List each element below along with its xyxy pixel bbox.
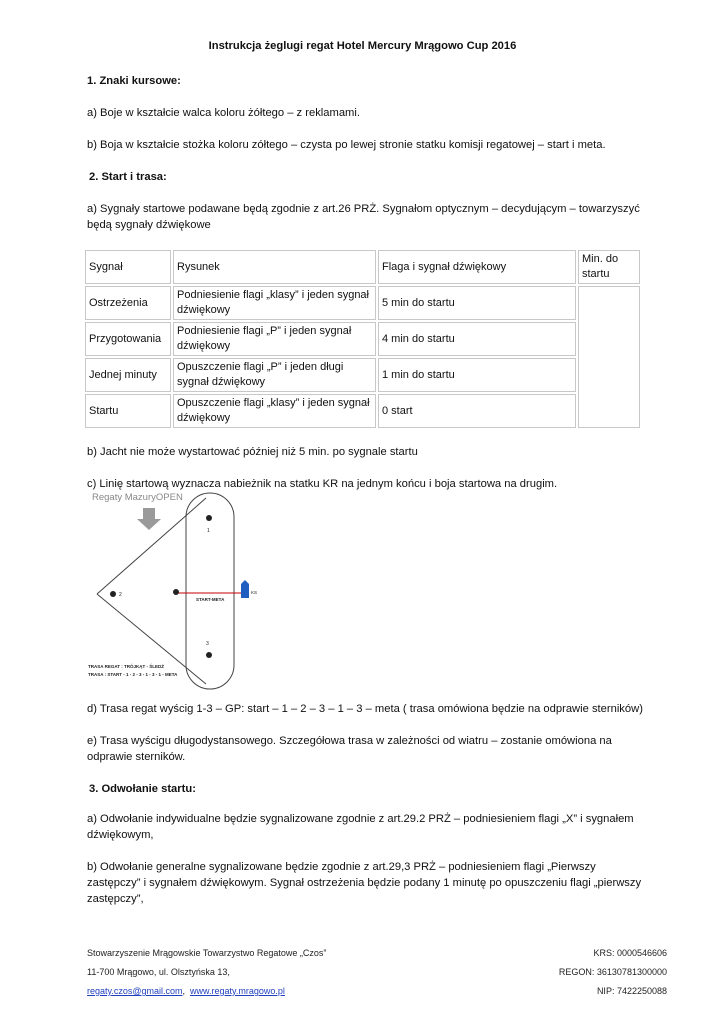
start-buoy bbox=[173, 589, 179, 595]
section-3-heading: 3. Odwołanie startu: bbox=[89, 783, 196, 795]
footer-links bbox=[87, 985, 285, 997]
table-cell: Opuszczenie flagi „P” i jeden długi sygnał dźwiękowy bbox=[173, 358, 376, 392]
table-cell: Startu bbox=[85, 394, 171, 428]
s2-item-b: b) Jacht nie może wystartować później niż 5 min. po sygnale startu bbox=[87, 446, 418, 458]
table-header-cell: Min. do startu bbox=[578, 250, 640, 284]
footer-org: Stowarzyszenie Mrągowskie Towarzystwo Regatowe „Czos” bbox=[87, 948, 327, 958]
table-cell: Ostrzeżenia bbox=[85, 286, 171, 320]
mark-2-label: 2 bbox=[119, 592, 122, 598]
s2-item-d: d) Trasa regat wyścig 1-3 – GP: start – 1 – 2 – 3 – 1 – 3 – meta ( trasa omówiona będzie na odprawie sterników) bbox=[87, 703, 643, 715]
s3-item-a: a) Odwołanie indywidualne będzie sygnalizowane zgodnie z art.29.2 PRŻ – podniesieniem flagi „X” i sygnałem dźwiękowym, bbox=[87, 813, 634, 841]
start-meta-label: START-META bbox=[196, 597, 225, 602]
section-2-number: 2 bbox=[89, 171, 96, 183]
s3-item-b: b) Odwołanie generalne sygnalizowane będzie zgodnie z art.29,3 PRŻ – podniesieniem flagi „Pierwszy zastępczy” i sygnałem dźwiękowym. Sygnał ostrzeżenia będzie podany 1 minutę po opuszczeniu flagi „pierwszy zastępczy”, bbox=[87, 861, 642, 905]
section-2-heading bbox=[89, 169, 649, 185]
footer-regon: REGON: 36130781300000 bbox=[558, 967, 667, 977]
table-header-cell: Flaga i sygnał dźwiękowy bbox=[378, 250, 576, 284]
table-cell: 0 start bbox=[378, 394, 576, 428]
s2-item-c: c) Linię startową wyznacza nabieżnik na statku KR na jednym końcu i boja startowa na drugim. bbox=[87, 478, 558, 490]
footer-address: 11-700 Mrągowo, ul. Olsztyńska 13, bbox=[87, 967, 230, 977]
mark-2 bbox=[110, 591, 116, 597]
course-diagram bbox=[86, 488, 276, 690]
footer-email-link[interactable]: regaty.czos@gmail.com bbox=[87, 986, 183, 996]
footer-website-link[interactable]: www.regaty.mragowo.pl bbox=[190, 986, 285, 996]
ks-label: KS bbox=[251, 590, 258, 595]
table-header-cell: Sygnał bbox=[85, 250, 171, 284]
table-row bbox=[85, 394, 640, 428]
table-row bbox=[85, 286, 640, 320]
table-row bbox=[85, 322, 640, 356]
table-cell: Podniesienie flagi „P” i jeden sygnał dźwiękowy bbox=[173, 322, 376, 356]
mark-3-label: 3 bbox=[206, 641, 209, 647]
table-cell: 5 min do startu bbox=[378, 286, 576, 320]
diagram-legend-1: TRASA REGAT : TRÓJKĄT - ŚLEDŹ bbox=[88, 664, 164, 669]
table-header-row bbox=[85, 250, 640, 284]
footer-nip: NIP: 7422250088 bbox=[596, 986, 667, 996]
table-header-cell: Rysunek bbox=[173, 250, 376, 284]
table-cell: Podniesienie flagi „klasy” i jeden sygnał dźwiękowy bbox=[173, 286, 376, 320]
page-title: Instrukcja żeglugi regat Hotel Mercury Mrągowo Cup 2016 bbox=[208, 40, 517, 52]
s1-item-b: b) Boja w kształcie stożka koloru zółtego – czysta po lewej stronie statku komisji regatowej – start i meta. bbox=[87, 139, 606, 151]
s2-item-e: e) Trasa wyścigu długodystansowego. Szczegółowa trasa w zależności od wiatru – zostanie omówiona na odprawie sterników. bbox=[87, 735, 612, 763]
table-cell: Przygotowania bbox=[85, 322, 171, 356]
footer-separator: , bbox=[182, 986, 186, 996]
mark-3 bbox=[206, 652, 212, 658]
table-cell: 1 min do startu bbox=[378, 358, 576, 392]
diagram-brand: Regaty MazuryOPEN bbox=[92, 492, 183, 503]
wind-arrow-icon bbox=[137, 508, 161, 530]
mark-1 bbox=[206, 515, 212, 521]
s1-item-a: a) Boje w kształcie walca koloru żółtego – z reklamami. bbox=[87, 107, 360, 119]
table-cell: Opuszczenie flagi „klasy” i jeden sygnał dźwiękowy bbox=[173, 394, 376, 428]
course-leg bbox=[97, 594, 206, 684]
mark-1-label: 1 bbox=[207, 528, 210, 534]
footer-krs: KRS: 0000546606 bbox=[593, 948, 667, 958]
diagram-legend-2: TRASA : START - 1 - 2 - 3 - 1 - 3 - 1 - META bbox=[88, 672, 178, 677]
section-2-title: . Start i trasa: bbox=[95, 171, 167, 183]
table-cell: 4 min do startu bbox=[378, 322, 576, 356]
signal-table bbox=[83, 248, 642, 430]
table-cell: Jednej minuty bbox=[85, 358, 171, 392]
section-1-heading: 1. Znaki kursowe: bbox=[87, 75, 181, 87]
s2-item-a: a) Sygnały startowe podawane będą zgodnie z art.26 PRŻ. Sygnałom optycznym – decydującym – towarzyszyć będą sygnały dźwiękowe bbox=[87, 203, 640, 231]
committee-boat-icon bbox=[241, 580, 249, 598]
course-sausage bbox=[186, 493, 234, 689]
table-cell-empty bbox=[578, 286, 640, 428]
table-row bbox=[85, 358, 640, 392]
